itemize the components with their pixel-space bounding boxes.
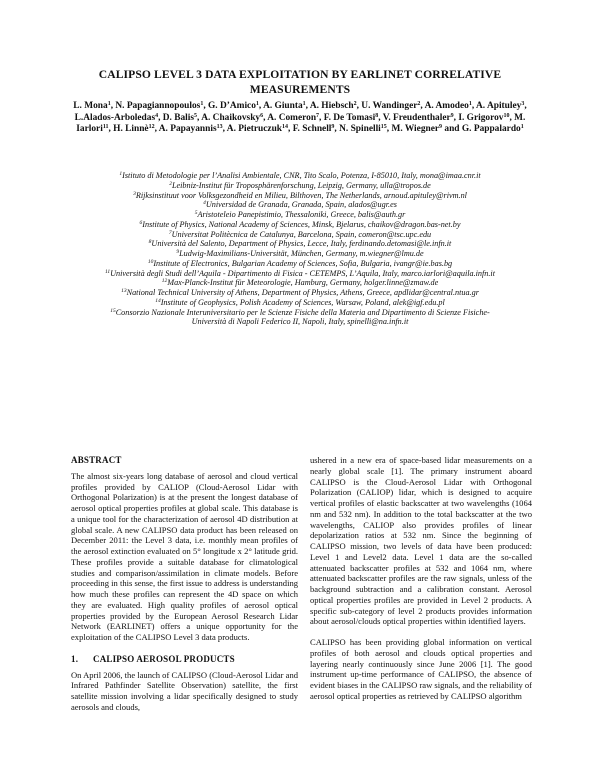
affiliation-text: National Technical University of Athens, Department of Physics, Athens, Greece, apdlidar@central.ntua.gr — [126, 288, 479, 297]
affiliation-mark: 8 — [148, 239, 152, 246]
author-name: M. Wiegner — [391, 124, 440, 135]
author-affiliation-mark: 3 — [521, 101, 525, 107]
author-name: N. Spinelli — [339, 124, 381, 135]
section-1-paragraph-1: On April 2006, the launch of CALIPSO (Cloud-Aerosol Lidar and Infrared Pathfinder Satellite Observation) satellite, the first satellite mission involving a lidar specifically designed to study aerosols and clouds, — [71, 669, 298, 712]
author-affiliation-mark: 9 — [331, 124, 335, 131]
author-name: A. Giunta — [263, 101, 303, 111]
author-separator: and — [442, 124, 462, 135]
author-name: G. Pappalardo — [461, 124, 521, 135]
author-affiliation-mark: 8 — [375, 112, 379, 119]
author-affiliation-mark: 4 — [155, 112, 159, 119]
affiliation-mark: 2 — [169, 180, 172, 187]
author-name: L.Alados-Arboledas — [74, 112, 156, 123]
author-affiliation-mark: 2 — [353, 101, 357, 107]
affiliation-text: Max-Planck-Institut für Meteorologie, Hamburg, Germany, holger.linne@zmaw.de — [167, 278, 439, 288]
author-separator: , — [420, 101, 425, 111]
affiliation-line — [64, 317, 536, 327]
affiliation-mark: 3 — [133, 190, 136, 197]
author-affiliation-mark: 15 — [380, 124, 387, 131]
affiliation-list — [64, 171, 536, 327]
author-name: M. Iarlori — [76, 112, 526, 135]
affiliation-line — [64, 298, 536, 308]
author-separator: , — [305, 101, 310, 111]
author-name: A. Hiebsch — [309, 101, 354, 111]
author-affiliation-mark: 7 — [316, 112, 320, 119]
affiliation-line — [64, 181, 536, 191]
affiliation-mark: 12 — [161, 278, 168, 285]
author-separator: , — [524, 101, 527, 111]
author-separator: , — [334, 124, 340, 135]
author-name: G. D’Amico — [208, 101, 256, 111]
affiliation-line — [64, 259, 536, 269]
author-list — [66, 101, 534, 136]
author-affiliation-mark: 1 — [302, 101, 306, 107]
author-affiliation-mark: 2 — [417, 101, 421, 107]
abstract-heading: ABSTRACT — [71, 455, 122, 465]
affiliation-text: Universitat Politècnica de Catalunya, Barcelona, Spain, comeron@tsc.upc.edu — [171, 229, 432, 239]
author-name: A. Apituley — [476, 101, 522, 111]
author-affiliation-mark: 14 — [282, 124, 288, 131]
section-1-paragraph-1-continued: ushered in a new era of space-based lidar measurements on a nearly global scale [1]. The primary instrument aboard CALIPSO is the Cloud-Aerosol Lidar with Orthogonal Polarization (CALIOP) lidar, which is designed to acquire vertical profiles of elastic backscatter at two wavelengths (1064 nm and 532 nm). In addition to the total backscatter at the two wavelengths, CALIOP also provides profiles of linear depolarization ratios at 532 nm. Since the beginning of CALIPSO mission, two levels of data have been produced: Level 1 and Level2 data. Level 1 data are the so-called attenuated backscatter profiles at 532 and 1064 nm, where attenuated backscatter profiles are the raw signals, unless of the background subtraction and a calibration constant. Aerosol optical properties profiles are provided in Level 2 products. A specific sub-category of level 2 products provides information about aerosol/clouds optical properties within identified layers. — [310, 455, 532, 627]
author-separator: , — [319, 112, 324, 123]
affiliation-line — [64, 171, 536, 181]
affiliation-text: Aristoteleio Panepistimio, Thessaloniki, Greece, balis@auth.gr — [197, 210, 406, 219]
affiliation-line — [64, 191, 536, 201]
affiliation-mark: 9 — [176, 249, 180, 255]
author-name: F. De Tomasi — [323, 112, 376, 123]
affiliation-mark: 11 — [105, 268, 111, 275]
affiliation-line — [64, 210, 536, 220]
affiliation-line — [64, 200, 536, 210]
left-column — [71, 455, 298, 724]
affiliation-mark: 5 — [194, 210, 198, 216]
affiliation-text: Institute of Physics, National Academy of Sciences, Minsk, Bjelarus, chaikov@dragon.bas-net.by — [142, 219, 461, 229]
affiliation-line — [64, 220, 536, 230]
section-1-heading — [71, 654, 298, 665]
author-name: H. Linnè — [113, 124, 149, 135]
right-column — [310, 455, 532, 713]
author-separator: , — [356, 101, 362, 111]
author-name: A. Comeron — [267, 112, 317, 123]
affiliation-text: Istituto di Metodologie per l’Analisi Ambientale, CNR, Tito Scalo, Potenza, I-85010, Italy, mona@imaa.cnr.it — [122, 171, 481, 180]
author-separator: , — [509, 112, 515, 123]
author-separator: , — [108, 124, 114, 135]
author-separator: , — [110, 101, 116, 111]
affiliation-line — [64, 308, 536, 318]
author-name: N. Papagiannopoulos — [115, 101, 201, 111]
affiliation-mark: 4 — [203, 200, 206, 207]
author-affiliation-mark: 13 — [216, 124, 223, 131]
author-name: A. Amodeo — [424, 101, 469, 111]
author-affiliation-mark: 1 — [468, 101, 472, 107]
author-separator: , — [154, 124, 159, 135]
affiliation-line — [64, 278, 536, 288]
affiliation-mark: 13 — [121, 288, 127, 294]
affiliation-text: Rijksinstituut voor Volksgezondheid en Milieu, Bilthoven, The Netherlands, arnoud.apituley@rivm.nl — [135, 190, 467, 200]
affiliation-text: Ludwig-Maximilians-Universität, München, Germany, m.wiegner@lmu.de — [179, 249, 424, 258]
affiliation-text: Institute of Electronics, Bulgarian Academy of Sciences, Sofia, Bulgaria, ivangr@ie.bas.bg — [153, 258, 453, 268]
author-affiliation-mark: 9 — [450, 112, 454, 119]
author-name: V. Freudenthaler — [382, 112, 451, 123]
author-separator: , — [258, 101, 264, 111]
affiliation-line — [64, 269, 536, 279]
author-name: U. Wandinger — [361, 101, 418, 111]
author-name: A. Chaikovsky — [201, 112, 261, 123]
author-separator: , — [378, 112, 383, 123]
affiliation-line — [64, 288, 536, 298]
abstract-text: The almost six-years long database of aerosol and cloud vertical profiles provided by CALIOP (Cloud-Aerosol Lidar with Orthogonal Polarization) is at the present the longest database of aerosol optical properties profiles at global scale. This database is a unique tool for the characterization of aerosol 4D distribution at global scale. A new CALIPSO data product has been released on December 2011: the Level 3 data, i.e. monthly mean profiles of the aerosol extinction evaluated on 5° longitude x 2° latitude grid. These profiles provide a suitable database for climatological studies and comparison/assimilation in climate models. Before proceeding in this sense, the first issue to address is understanding how much these profiles can represent the 4D space on which they are evaluated. High quality profiles of aerosol optical properties provided by the European Aerosol Research Lidar Network (EARLINET) offers a unique opportunity for the exploitation of the CALIPSO Level 3 data products. — [71, 470, 298, 642]
affiliation-text: Università degli Studi dell’Aquila - Dipartimento di Fisica - CETEMPS, L’Aquila, Italy, marco.iarlori@aquila.infn.it — [110, 268, 495, 278]
author-separator: , — [288, 124, 293, 135]
author-name: A. Pietruczuk — [226, 124, 282, 135]
affiliation-text: Institute of Geophysics, Polish Academy of Sciences, Warsaw, Poland, alek@igf.edu.pl — [160, 297, 445, 307]
author-separator: , — [386, 124, 392, 135]
author-separator: , — [197, 112, 202, 123]
author-affiliation-mark: 1 — [107, 101, 111, 107]
author-separator: , — [158, 112, 163, 123]
author-affiliation-mark: 1 — [200, 101, 204, 107]
affiliation-mark: 6 — [139, 219, 143, 226]
author-affiliation-mark: 12 — [148, 124, 155, 131]
affiliation-text: Consorzio Nazionale Interuniversitario per le Scienze Fisiche della Materia and Dipartimento di Scienze Fisiche- — [115, 307, 490, 317]
author-name: A. Papayannis — [158, 124, 217, 135]
affiliation-mark: 1 — [119, 171, 123, 177]
author-separator: , — [263, 112, 268, 123]
affiliation-text: Universidad de Granada, Granada, Spain, alados@ugr.es — [205, 200, 397, 210]
affiliation-line — [64, 239, 536, 249]
author-separator: , — [222, 124, 227, 135]
author-name: I. Grigorov — [458, 112, 504, 123]
section-1-title: CALIPSO AEROSOL PRODUCTS — [93, 653, 235, 664]
affiliation-text: Leibniz-Institut für Troposphärenforschung, Leipzig, Germany, ulla@tropos.de — [171, 180, 431, 190]
author-separator: , — [471, 101, 477, 111]
affiliation-line — [64, 230, 536, 240]
paper-title: CALIPSO LEVEL 3 DATA EXPLOITATION BY EARLINET CORRELATIVE MEASUREMENTS — [98, 68, 502, 96]
affiliation-line — [64, 249, 536, 259]
affiliation-mark: 14 — [155, 297, 161, 304]
affiliation-text: Università del Salento, Department of Physics, Lecce, Italy, ferdinando.detomasi@le.infn.it — [151, 239, 452, 249]
author-name: D. Balis — [162, 112, 195, 123]
author-affiliation-mark: 11 — [102, 124, 109, 131]
affiliation-mark: 10 — [147, 258, 154, 265]
author-affiliation-mark: 10 — [503, 112, 510, 119]
section-1-paragraph-2: CALIPSO has been providing global information on vertical profiles of both aerosol and clouds optical properties and layering nearly continuously since June 2006 [1]. The good instrument up-time performance of CALIPSO, the absence of evident biases in the CALIPSO raw signals, and the reliability of aerosol optical properties as retrieved by CALIPSO algorithm — [310, 637, 532, 701]
author-separator: , — [203, 101, 208, 111]
section-1-number: 1. — [71, 653, 79, 664]
author-affiliation-mark: 5 — [194, 112, 198, 119]
author-name: L. Mona — [73, 101, 108, 111]
author-separator: , — [453, 112, 459, 123]
author-affiliation-mark: 9 — [439, 124, 443, 131]
affiliation-mark: 15 — [110, 307, 116, 314]
author-affiliation-mark: 6 — [260, 112, 264, 119]
author-name: F. Schnell — [292, 124, 332, 135]
author-affiliation-mark: 1 — [255, 101, 259, 107]
affiliation-text: Università di Napoli Federico II, Napoli, Italy, spinelli@na.infn.it — [191, 317, 409, 327]
affiliation-mark: 7 — [168, 229, 172, 236]
author-affiliation-mark: 1 — [520, 124, 524, 131]
